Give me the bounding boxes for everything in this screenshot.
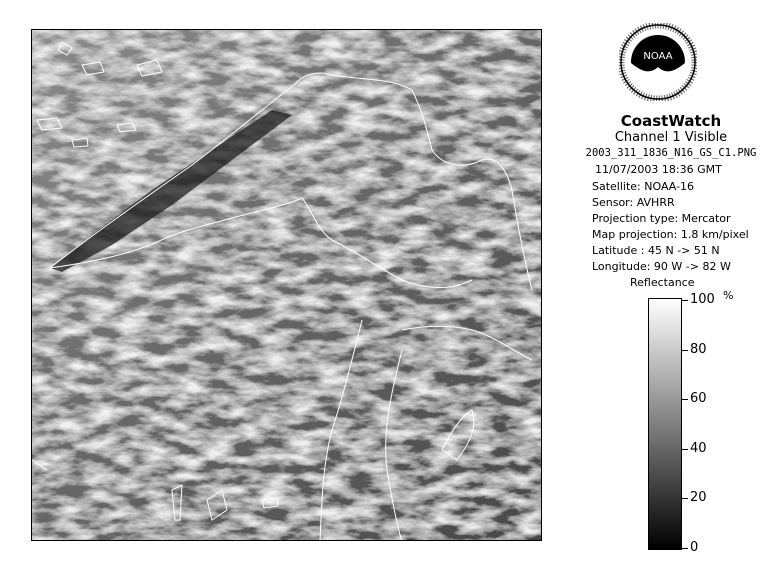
map-projection-label: Map projection: 1.8 km/pixel	[592, 228, 749, 241]
colorbar-tick	[682, 548, 688, 549]
colorbar-tick-label: 60	[690, 391, 707, 407]
acquisition-datetime: 11/07/2003 18:36 GMT	[595, 163, 722, 176]
colorbar-tick	[682, 399, 688, 400]
sensor-label: Sensor: AVHRR	[592, 196, 675, 209]
longitude-range-label: Longitude: 90 W -> 82 W	[592, 260, 731, 273]
colorbar-tick	[682, 498, 688, 499]
satellite-image	[31, 29, 542, 541]
colorbar-tick-label: 20	[690, 490, 707, 506]
colorbar-title: Reflectance	[630, 276, 695, 289]
satellite-label: Satellite: NOAA-16	[592, 180, 695, 193]
reflectance-colorbar	[648, 298, 682, 550]
channel-label: Channel 1 Visible	[614, 130, 728, 145]
colorbar-tick-label: 100	[690, 292, 715, 307]
colorbar-tick	[682, 449, 688, 450]
noaa-logo-text: NOAA	[643, 51, 673, 62]
colorbar-tick-label: 0	[690, 540, 699, 555]
image-filename: 2003_311_1836_N16_GS_C1.PNG	[585, 147, 757, 159]
colorbar-tick-label: 40	[690, 440, 707, 456]
satellite-scene	[32, 30, 542, 541]
colorbar-tick	[682, 300, 688, 301]
image-grain	[32, 30, 542, 541]
colorbar-unit: %	[723, 289, 734, 302]
colorbar-tick-label: 80	[690, 341, 707, 357]
product-title: CoastWatch	[620, 112, 722, 130]
latitude-range-label: Latitude : 45 N -> 51 N	[592, 244, 720, 257]
colorbar-tick	[682, 350, 688, 351]
noaa-logo	[619, 23, 697, 101]
projection-type-label: Projection type: Mercator	[592, 212, 731, 225]
